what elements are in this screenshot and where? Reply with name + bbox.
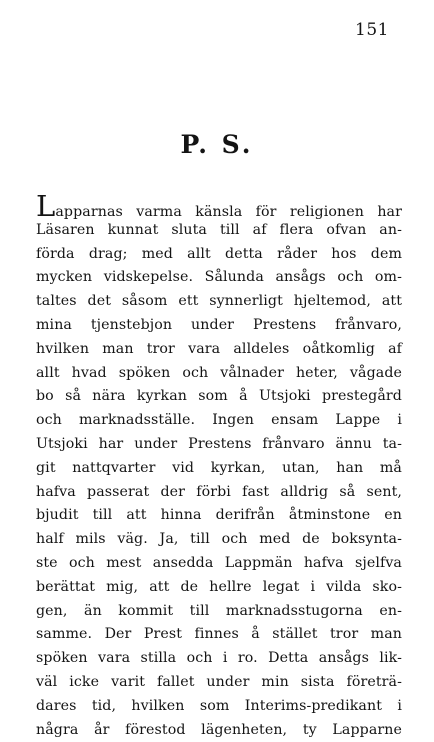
section-heading: P. S. [180,130,254,159]
text-line: bo så nära kyrkan som å Utsjoki prestegård [36,388,402,405]
text-line: gen, än kommit till marknadsstugorna en- [36,602,402,619]
text-line: hvilken man tror vara alldeles oåtkomlig af [36,340,402,357]
text-line: några år förestod lägenheten, ty Lapparne [36,721,402,738]
text-line: och marknadsställe. Ingen ensam Lappe i [36,412,402,429]
text-line: spöken vara stilla och i ro. Detta ansågs lik- [36,650,402,667]
text-line-first [36,189,402,223]
first-line-text: apparnas varma känsla för religionen har [55,204,402,220]
text-line: Utsjoki har under Prestens frånvaro ännu ta- [36,435,402,452]
drop-cap: L [36,189,56,223]
text-line: hafva passerat der förbi fast alldrig så sent, [36,483,402,500]
text-line: samme. Der Prest finnes å stället tror man [36,626,402,643]
text-line: taltes det såsom ett synnerligt hjeltemod, att [36,293,402,310]
text-line: förda drag; med allt detta råder hos dem [36,245,402,262]
text-line: mina tjenstebjon under Prestens frånvaro, [36,316,402,333]
page-number: 151 [355,20,389,40]
text-line: allt hvad spöken och vålnader heter, vågade [36,364,402,381]
text-line: berättat mig, att de hellre legat i vilda sko- [36,578,402,595]
text-line: dares tid, hvilken som Interims-predikant i [36,697,402,714]
text-line: half mils väg. Ja, till och med de boksynta- [36,531,402,548]
text-line: git nattqvarter vid kyrkan, utan, han må [36,459,402,476]
text-line: ste och mest ansedda Lappmän hafva sjelfva [36,554,402,571]
text-line: mycken vidskepelse. Sålunda ansågs och om- [36,269,402,286]
text-line: Läsaren kunnat sluta till af flera ofvan an- [36,221,402,238]
text-line: väl icke varit fallet under min sista företrä- [36,673,402,690]
body-text [36,189,402,742]
text-line: bjudit till att hinna derifrån åtminstone en [36,507,402,524]
